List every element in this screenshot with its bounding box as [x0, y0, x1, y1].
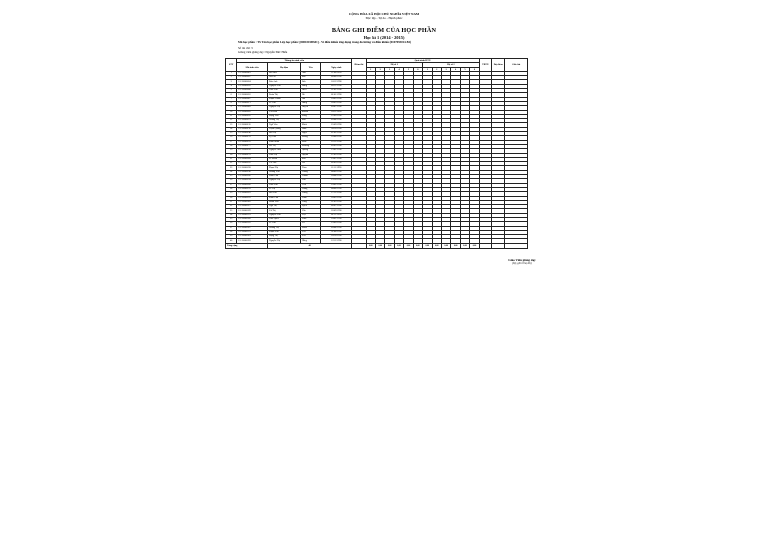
header-sub-col: 1 — [366, 67, 375, 71]
cell-dob: 02/09/1996 — [321, 162, 352, 166]
cell-dob: 03/04/1996 — [321, 119, 352, 123]
cell-stt: 20 — [226, 153, 237, 157]
cell-dob: 09/07/1996 — [321, 106, 352, 110]
cell-student-id: 11112000331 — [237, 213, 268, 217]
national-header: CỘNG HÒA XÃ HỘI CHỦ NGHĨA VIỆT NAM — [348, 12, 420, 16]
cell-dob: 11/08/1996 — [321, 71, 352, 75]
cell-student-id: 11112000379 — [237, 230, 268, 234]
total-empty — [505, 243, 528, 249]
cell-last-name: Ngô Văn — [268, 123, 301, 127]
cell-last-name: Hồ Phi — [268, 76, 301, 80]
cell-stt: 1 — [226, 71, 237, 75]
cell-last-name: Phan Minh — [268, 140, 301, 144]
cell-dob: 04/08/1996 — [321, 187, 352, 191]
cell-student-id: 11112000204 — [237, 157, 268, 161]
header-sub-col: 4 — [394, 67, 403, 71]
cell-dob: 27/03/1996 — [321, 153, 352, 157]
header-sub-col: 2 — [375, 67, 384, 71]
cell-stt: 35 — [226, 217, 237, 221]
cell-first-name: Yên — [300, 230, 321, 234]
header-sub-col: 1 — [423, 67, 432, 71]
cell-first-name: Phương — [300, 144, 321, 148]
cell-first-name: Hiếu — [300, 89, 321, 93]
cell-stt: 14 — [226, 127, 237, 131]
total-empty — [479, 243, 491, 249]
cell-stt: 27 — [226, 183, 237, 187]
total-sub-value: 0,00 — [451, 243, 460, 249]
cell-student-id: 11112000067 — [237, 97, 268, 101]
cell-dob: 17/12/1996 — [321, 192, 352, 196]
cell-last-name: Vũ Đình — [268, 110, 301, 114]
semester-label: Học kì 1 (2014 - 2015) — [363, 35, 405, 40]
cell-dob: 10/12/1996 — [321, 80, 352, 84]
cell-first-name: Phong — [300, 136, 321, 140]
cell-first-name: Tài — [300, 162, 321, 166]
cell-stt: 39 — [226, 235, 237, 239]
cell-stt: 29 — [226, 192, 237, 196]
cell-last-name: Lê Thị — [268, 187, 301, 191]
cell-last-name: Đỗ Thị — [268, 144, 301, 148]
cell-student-id: 11112000367 — [237, 226, 268, 230]
total-sub-value: 0,00 — [394, 243, 403, 249]
cell-last-name: Trần Văn — [268, 89, 301, 93]
cell-dob: 23/06/1996 — [321, 222, 352, 226]
cell-student-id: 11112000242 — [237, 175, 268, 179]
cell-last-name: Đặng Thị — [268, 235, 301, 239]
cell-first-name: Ngọc — [300, 132, 321, 136]
header-sub-col: 2 — [432, 67, 441, 71]
cell-stt: 25 — [226, 175, 237, 179]
cell-student-id: 11112000011 — [237, 76, 268, 80]
cell-last-name: Phạm Văn — [268, 230, 301, 234]
header-dob: Ngày sinh — [321, 63, 352, 72]
cell-first-name: Việt — [300, 213, 321, 217]
cell-dob: 01/11/1996 — [321, 213, 352, 217]
cell-first-name: Tiến — [300, 183, 321, 187]
header-sub-col: 4 — [451, 67, 460, 71]
cell-last-name: Trịnh Quang — [268, 127, 301, 131]
cell-stt: 33 — [226, 209, 237, 213]
cell-last-name: Ngô Thị — [268, 205, 301, 209]
cell-last-name: Nguyễn Thị — [268, 106, 301, 110]
cell-stt: 3 — [226, 80, 237, 84]
cell-last-name: Lê Minh — [268, 157, 301, 161]
header-last-name: Họ đệm — [268, 63, 301, 72]
header-first-name: Tên — [300, 63, 321, 72]
header-sub-col: 3 — [441, 67, 450, 71]
cell-student-id: 11112000343 — [237, 217, 268, 221]
header-sub-col: 3 — [385, 67, 394, 71]
total-sub-value: 0,00 — [366, 243, 375, 249]
cell-student-id: 11112000355 — [237, 222, 268, 226]
score-table — [225, 58, 528, 249]
signature-title: Giáo Viên giảng dạy — [508, 258, 536, 262]
cell-first-name: Huyền — [300, 106, 321, 110]
cell-student-id: 11112000140 — [237, 132, 268, 136]
cell-dob: 12/06/1996 — [321, 114, 352, 118]
cell-stt: 15 — [226, 132, 237, 136]
header-sub-col: 5 — [460, 67, 469, 71]
cell-last-name: Trần Văn — [268, 183, 301, 187]
cell-dob: 13/01/1996 — [321, 149, 352, 153]
cell-student-id: 11112000254 — [237, 179, 268, 183]
cell-stt: 31 — [226, 200, 237, 204]
cell-student-id: 11112000281 — [237, 192, 268, 196]
total-label: Tổng cộng — [226, 243, 268, 249]
cell-stt: 21 — [226, 157, 237, 161]
cell-last-name: Lê Văn — [268, 222, 301, 226]
cell-dob: 21/05/1996 — [321, 200, 352, 204]
cell-stt: 8 — [226, 101, 237, 105]
cell-student-id: 11112000228 — [237, 166, 268, 170]
cell-stt: 36 — [226, 222, 237, 226]
cell-student-id: 11112000305 — [237, 200, 268, 204]
cell-stt: 9 — [226, 106, 237, 110]
cell-stt: 19 — [226, 149, 237, 153]
cell-dob: 15/10/1996 — [321, 179, 352, 183]
cell-dob: 11/11/1996 — [321, 166, 352, 170]
total-sub-value: 0,00 — [413, 243, 422, 249]
cell-last-name: Bùi Thị — [268, 132, 301, 136]
cell-first-name: Đức — [300, 80, 321, 84]
cell-student-id: 11112000329 — [237, 209, 268, 213]
total-sub-value: 0,00 — [375, 243, 384, 249]
total-sub-value: 0,00 — [404, 243, 413, 249]
cell-stt: 23 — [226, 166, 237, 170]
cell-dob: 18/11/1996 — [321, 110, 352, 114]
cell-stt: 2 — [226, 76, 237, 80]
cell-stt: 11 — [226, 114, 237, 118]
cell-first-name: Quang — [300, 149, 321, 153]
cell-last-name: Đoàn Văn — [268, 200, 301, 204]
cell-stt: 30 — [226, 196, 237, 200]
cell-dob: 19/07/1996 — [321, 157, 352, 161]
cell-last-name: Phạm Thị — [268, 166, 301, 170]
cell-dob: 21/01/1996 — [321, 89, 352, 93]
cell-stt: 18 — [226, 144, 237, 148]
cell-first-name: Hằng — [300, 239, 321, 243]
total-sub-value: 0,00 — [423, 243, 432, 249]
header-coef-2: Hệ số 2 — [423, 63, 480, 67]
cell-dob: 24/04/1996 — [321, 175, 352, 179]
cell-student-id: 11112000126 — [237, 123, 268, 127]
cell-stt: 12 — [226, 119, 237, 123]
cell-first-name: Vũ — [300, 222, 321, 226]
cell-student-id: 11112000191 — [237, 153, 268, 157]
page-title: BẢNG GHI ĐIỂM CỦA HỌC PHẦN — [331, 27, 437, 34]
cell-first-name: Dũng — [300, 84, 321, 88]
cell-stt: 17 — [226, 140, 237, 144]
cell-first-name: Thu — [300, 179, 321, 183]
header-sub-col: 6 — [413, 67, 422, 71]
credits-info: Số tín chỉ: 3 — [238, 46, 253, 50]
cell-stt: 38 — [226, 230, 237, 234]
cell-stt: 40 — [226, 239, 237, 243]
cell-last-name: Đặng Văn — [268, 114, 301, 118]
header-stt: STT — [226, 59, 237, 72]
cell-student-id: 11112000293 — [237, 196, 268, 200]
cell-last-name: Bùi Đức — [268, 71, 301, 75]
header-note: Ghi chú — [505, 59, 528, 72]
cell-student-id: 11112000138 — [237, 127, 268, 131]
cell-first-name: Bảo — [300, 76, 321, 80]
national-motto: Độc lập - Tự do - Hạnh phúc — [365, 16, 403, 20]
cell-dob: 30/10/1996 — [321, 127, 352, 131]
cell-student-id: 11112000393 — [237, 239, 268, 243]
total-exam — [352, 243, 366, 249]
cell-stt: 13 — [226, 123, 237, 127]
cell-dob: 18/10/1996 — [321, 235, 352, 239]
cell-first-name: Nam — [300, 127, 321, 131]
total-sub-value: 0,00 — [432, 243, 441, 249]
cell-dob: 01/01/1996 — [321, 93, 352, 97]
cell-first-name: Hà — [300, 93, 321, 97]
cell-last-name: Vũ Thị — [268, 209, 301, 213]
cell-first-name: Vân — [300, 209, 321, 213]
signature-note: (Ký, ghi rõ họ tên) — [512, 262, 532, 265]
cell-stt: 24 — [226, 170, 237, 174]
cell-last-name: Nguyễn Văn — [268, 213, 301, 217]
cell-student-id: 11112000083 — [237, 106, 268, 110]
cell-first-name: Quỳnh — [300, 153, 321, 157]
cell-stt: 28 — [226, 187, 237, 191]
cell-student-id: 11112000230 — [237, 170, 268, 174]
header-coef-1: Hệ số 1 — [366, 63, 423, 67]
course-info: Mã học phần : TS Tên học phần Lớp học phần: [0001001BS01] - Vi điều khiển ứng dụng trong đo lường và điều khiển (0107093014-B1) — [238, 40, 412, 44]
cell-dob: 22/12/1996 — [321, 140, 352, 144]
cell-first-name: Hùng — [300, 101, 321, 105]
cell-last-name: Đào Anh — [268, 80, 301, 84]
cell-last-name: Hoàng Thị — [268, 119, 301, 123]
cell-first-name: Thành — [300, 175, 321, 179]
cell-dob: 08/06/1996 — [321, 170, 352, 174]
cell-dob: 29/02/1996 — [321, 183, 352, 187]
cell-first-name: Trang — [300, 187, 321, 191]
cell-first-name: Uyên — [300, 205, 321, 209]
cell-student-id: 11112000071 — [237, 101, 268, 105]
total-row — [226, 243, 528, 249]
cell-last-name: Nguyễn Hữu — [268, 149, 301, 153]
cell-first-name: Vinh — [300, 217, 321, 221]
cell-dob: 16/08/1996 — [321, 136, 352, 140]
table-body — [226, 71, 528, 248]
cell-stt: 7 — [226, 97, 237, 101]
cell-dob: 07/02/1996 — [321, 132, 352, 136]
cell-dob: 12/12/1996 — [321, 239, 352, 243]
cell-student-id: 11112000049 — [237, 89, 268, 93]
cell-last-name: Lý Văn — [268, 136, 301, 140]
cell-stt: 32 — [226, 205, 237, 209]
cell-dob: 05/05/1996 — [321, 144, 352, 148]
lecturer-info: Giảng viên giảng dạy: Nguyễn Đức Hiếu — [238, 50, 288, 54]
cell-dob: 31/08/1996 — [321, 230, 352, 234]
cell-student-id: 11112000278 — [237, 187, 268, 191]
cell-last-name: Nguyễn Văn — [268, 84, 301, 88]
cell-first-name: Long — [300, 114, 321, 118]
cell-last-name: Hoàng Văn — [268, 170, 301, 174]
cell-student-id: 11112000189 — [237, 149, 268, 153]
cell-student-id: 11112000102 — [237, 114, 268, 118]
cell-first-name: Phúc — [300, 140, 321, 144]
cell-student-id: 11112000266 — [237, 183, 268, 187]
cell-last-name: Bùi Văn — [268, 192, 301, 196]
cell-last-name: Trần Thị — [268, 153, 301, 157]
cell-student-id: 11112000153 — [237, 136, 268, 140]
cell-first-name: Anh — [300, 71, 321, 75]
total-count: 40 — [268, 243, 352, 249]
header-score: Dự điểm — [492, 59, 505, 72]
cell-stt: 4 — [226, 84, 237, 88]
cell-student-id: 11112000095 — [237, 110, 268, 114]
cell-first-name: Tuấn — [300, 196, 321, 200]
cell-first-name: Mai — [300, 119, 321, 123]
header-process: Quá trình HTX — [366, 59, 479, 63]
cell-last-name: Phạm Thanh — [268, 97, 301, 101]
cell-dob: 14/01/1996 — [321, 217, 352, 221]
cell-student-id: 11112000052 — [237, 93, 268, 97]
cell-first-name: Minh — [300, 123, 321, 127]
cell-stt: 16 — [226, 136, 237, 140]
cell-student-id: 11112000177 — [237, 144, 268, 148]
total-sub-value: 0,00 — [441, 243, 450, 249]
cell-dob: 06/12/1996 — [321, 84, 352, 88]
cell-dob: 10/03/1996 — [321, 196, 352, 200]
cell-dob: 20/05/1996 — [321, 101, 352, 105]
cell-dob: 14/03/1996 — [321, 97, 352, 101]
cell-first-name: Khánh — [300, 110, 321, 114]
cell-student-id: 11112000216 — [237, 162, 268, 166]
header-student-info: Thông tin sinh viên — [237, 59, 352, 63]
cell-student-id: 11112000317 — [237, 205, 268, 209]
total-sub-value: 0,00 — [470, 243, 480, 249]
header-student-id: Mã sinh viên — [237, 63, 268, 72]
cell-first-name: Yến — [300, 235, 321, 239]
cell-last-name: Đoàn Thị — [268, 93, 301, 97]
cell-first-name: Xuân — [300, 226, 321, 230]
header-exam: Điểm thi — [352, 59, 366, 72]
header-tbtx: TBTX — [479, 59, 491, 72]
cell-stt: 34 — [226, 213, 237, 217]
cell-dob: 09/04/1996 — [321, 226, 352, 230]
cell-stt: 37 — [226, 226, 237, 230]
cell-last-name: Phan Văn — [268, 196, 301, 200]
header-sub-col: 6 — [470, 67, 480, 71]
total-sub-value: 0,00 — [385, 243, 394, 249]
cell-first-name: Tùng — [300, 200, 321, 204]
cell-stt: 6 — [226, 93, 237, 97]
cell-first-name: Thảo — [300, 166, 321, 170]
cell-last-name: Nguyễn Thị — [268, 179, 301, 183]
cell-first-name: Hải — [300, 97, 321, 101]
cell-last-name: Nguyễn Thị — [268, 239, 301, 243]
cell-dob: 06/07/1996 — [321, 205, 352, 209]
cell-last-name: Đinh Văn — [268, 175, 301, 179]
cell-student-id: 11112000381 — [237, 235, 268, 239]
cell-stt: 22 — [226, 162, 237, 166]
cell-stt: 10 — [226, 110, 237, 114]
cell-stt: 5 — [226, 89, 237, 93]
cell-last-name: Hoàng Thị — [268, 226, 301, 230]
cell-stt: 26 — [226, 179, 237, 183]
cell-first-name: Sơn — [300, 157, 321, 161]
cell-last-name: Trần Quốc — [268, 217, 301, 221]
cell-student-id: 11112000165 — [237, 140, 268, 144]
cell-student-id: 11112000001 — [237, 71, 268, 75]
cell-first-name: Trung — [300, 192, 321, 196]
cell-dob: 26/09/1996 — [321, 209, 352, 213]
cell-student-id: 11112000035 — [237, 84, 268, 88]
header-sub-col: 5 — [404, 67, 413, 71]
cell-first-name: Thắng — [300, 170, 321, 174]
cell-last-name: Lê Văn — [268, 101, 301, 105]
total-sub-value: 0,00 — [460, 243, 469, 249]
total-empty — [492, 243, 505, 249]
cell-dob: 25/09/1996 — [321, 123, 352, 127]
cell-student-id: 11112000114 — [237, 119, 268, 123]
cell-student-id: 11112000024 — [237, 80, 268, 84]
cell-last-name: Vũ Văn — [268, 162, 301, 166]
cell-dob: 06/08/1996 — [321, 76, 352, 80]
